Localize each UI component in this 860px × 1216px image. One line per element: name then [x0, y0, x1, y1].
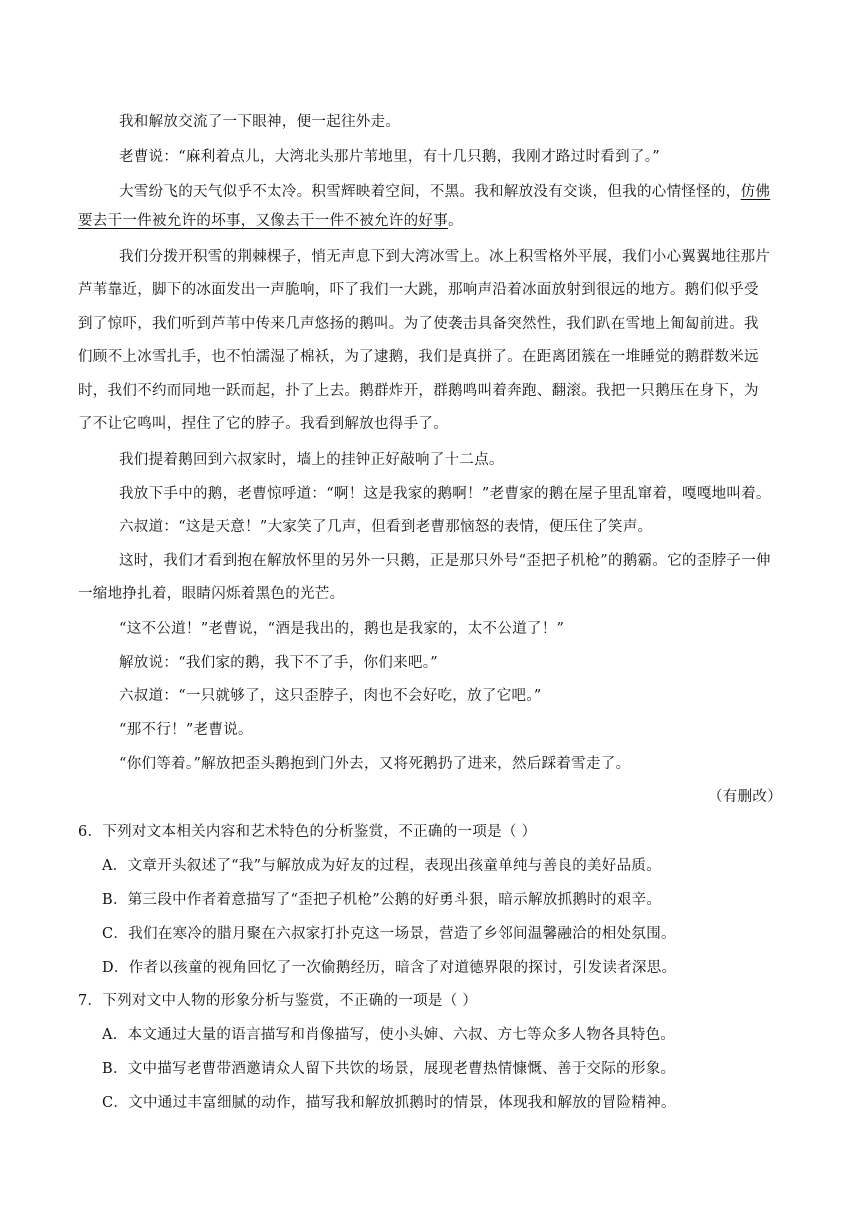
paragraph-4-line: 了不让它鸣叫，捏住了它的脖子。我看到解放也得手了。 [78, 416, 448, 432]
question-6-stem: 6．下列对文本相关内容和艺术特色的分析鉴赏，不正确的一项是（ ） [78, 824, 537, 840]
underlined-sentence-start: 仿佛 [740, 184, 771, 200]
question-7-stem: 7．下列对文中人物的形象分析与鉴赏，不正确的一项是（ ） [78, 993, 478, 1009]
paragraph-6: 我放下手中的鹅，老曹惊呼道：“啊！这是我家的鹅啊！”老曹家的鹅在屋子里乱窜着，嘎嘎地叫着。 [119, 486, 771, 502]
paragraph-3-text: 大雪纷飞的天气似乎不太冷。积雪辉映着空间，不黑。我和解放没有交谈，但我的心情怪怪的， [119, 184, 741, 200]
question-6-option-b: B．第三段中作者着意描写了“歪把子机枪”公鹅的好勇斗狠，暗示解放抓鹅时的艰辛。 [102, 892, 662, 908]
paragraph-3-end: 。 [448, 213, 463, 229]
paragraph-8-line: 一缩地挣扎着，眼睛闪烁着黑色的光芒。 [78, 586, 345, 602]
paragraph-4-line: 我们分拨开积雪的荆棘棵子，悄无声息下到大湾冰雪上。冰上积雪格外平展，我们小心翼翼地往那片 [119, 249, 771, 265]
paragraph-8-line: 这时，我们才看到抱在解放怀里的另外一只鹅，正是那只外号“歪把子机枪”的鹅霸。它的歪脖子一伸 [119, 553, 771, 569]
paragraph-4-line: 时，我们不约而同地一跃而起，扑了上去。鹅群炸开，群鹅鸣叫着奔跑、翻滚。我把一只鹅压在身下，为 [78, 383, 759, 399]
paragraph-7: 六叔道：“这是天意！”大家笑了几声，但看到老曹那恼怒的表情，便压住了笑声。 [119, 519, 653, 535]
paragraph-3-line-1 [119, 182, 782, 202]
paragraph-4-line: 到了惊吓，我们听到芦苇中传来几声悠扬的鹅叫。为了使袭击具备突然性，我们趴在雪地上匍匐前进。我 [78, 316, 759, 332]
paragraph-4-line: 们顾不上冰雪扎手，也不怕濡湿了棉袄，为了逮鹅，我们是真拼了。在距离团簇在一堆睡觉的鹅群数米远 [78, 349, 759, 365]
paragraph-11: 六叔道：“一只就够了，这只歪脖子，肉也不会好吃，放了它吧。” [119, 688, 542, 704]
paragraph-2: 老曹说：“麻利着点儿，大湾北头那片苇地里，有十几只鹅，我刚才路过时看到了。” [119, 149, 660, 165]
question-7-option-a: A．本文通过大量的语言描写和肖像描写，使小头婶、六叔、方七等众多人物各具特色。 [102, 1027, 676, 1043]
source-note: （有删改） [708, 789, 782, 805]
paragraph-12: “那不行！”老曹说。 [119, 722, 253, 738]
paragraph-5: 我们提着鹅回到六叔家时，墙上的挂钟正好敲响了十二点。 [119, 452, 504, 468]
question-7-option-b: B．文中描写老曹带酒邀请众人留下共饮的场景，展现老曹热情慷慨、善于交际的形象。 [102, 1061, 676, 1077]
question-6-option-d: D．作者以孩童的视角回忆了一次偷鹅经历，暗含了对道德界限的探讨，引发读者深思。 [102, 960, 677, 976]
paragraph-4-line: 芦苇靠近，脚下的冰面发出一声脆响，吓了我们一大跳，那响声沿着冰面放射到很远的地方。鹅们似乎受 [78, 282, 759, 298]
question-7-option-c: C．文中通过丰富细腻的动作，描写我和解放抓鹅时的情景，体现我和解放的冒险精神。 [102, 1095, 676, 1111]
paragraph-10: 解放说：“我们家的鹅，我下不了手，你们来吧。” [119, 655, 438, 671]
underlined-sentence: 要去干一件被允许的坏事，又像去干一件不被允许的好事 [78, 213, 448, 229]
question-6-option-a: A．文章开头叙述了“我”与解放成为好友的过程，表现出孩童单纯与善良的美好品质。 [102, 858, 661, 874]
paragraph-3-line-2 [78, 211, 782, 231]
question-6-option-c: C．我们在寒冷的腊月聚在六叔家打扑克这一场景，营造了乡邻间温馨融洽的相处氛围。 [102, 926, 676, 942]
paragraph-13: “你们等着。”解放把歪头鹅抱到门外去，又将死鹅扔了进来，然后踩着雪走了。 [119, 756, 631, 772]
paragraph-9: “这不公道！”老曹说，“酒是我出的，鹅也是我家的，太不公道了！” [119, 621, 565, 637]
paragraph-1: 我和解放交流了一下眼神，便一起往外走。 [119, 114, 401, 130]
